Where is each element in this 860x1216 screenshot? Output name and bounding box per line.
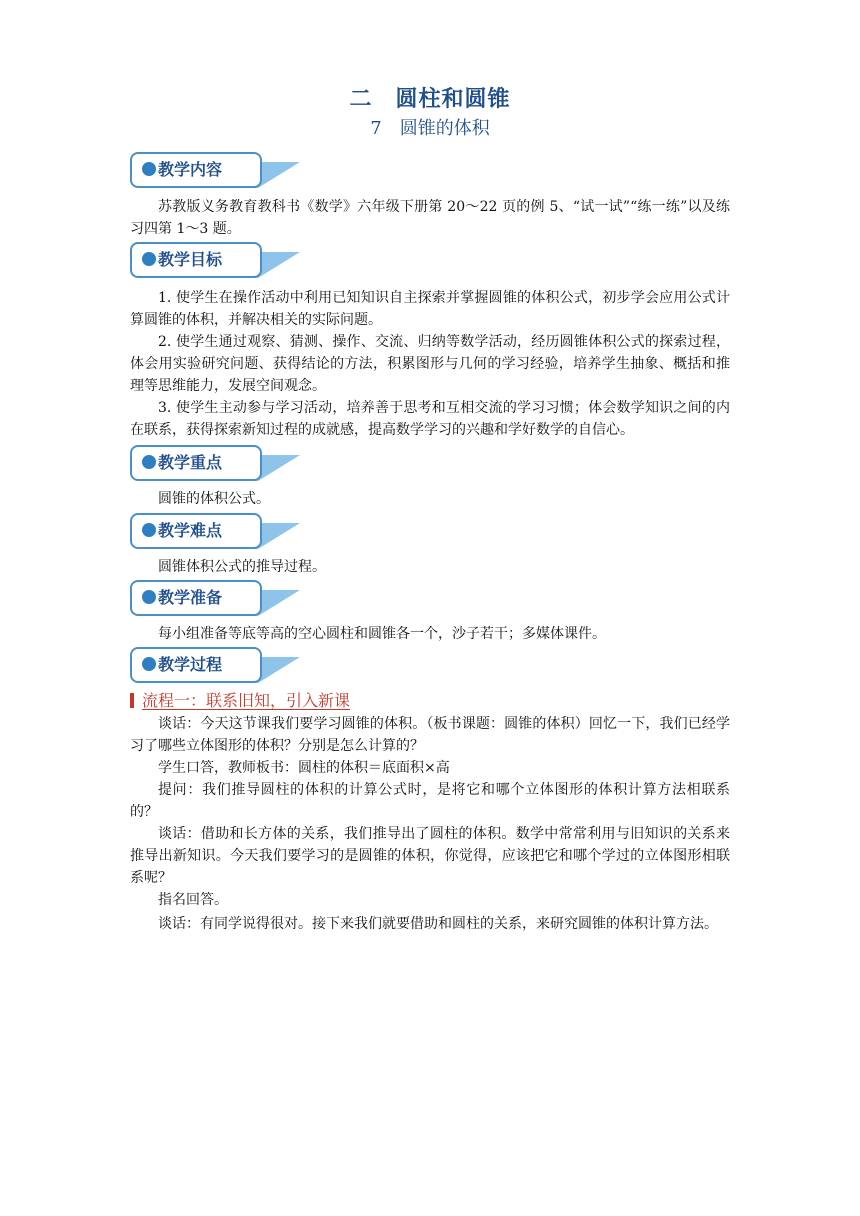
- goal-item-3: 3. 使学生主动参与学习活动，培养善于思考和互相交流的学习习惯；体会数学知识之间的内在联系，获得探索新知过程的成就感，提高数学学习的兴趣和学好数学的自信心。: [130, 400, 730, 438]
- process-paragraph-5: 指名回答。: [158, 892, 228, 908]
- process-paragraph-1: 谈话：今天这节课我们要学习圆锥的体积。（板书课题：圆锥的体积）回忆一下，我们已经学习了哪些立体图形的体积？分别是怎么计算的？: [130, 716, 730, 754]
- process-paragraph-2: 学生口答，教师板书：圆柱的体积＝底面积×高: [158, 760, 450, 776]
- section-label: 教学过程: [158, 655, 223, 674]
- process-paragraph-4: 谈话：借助和长方体的关系，我们推导出了圆柱的体积。数学中常常利用与旧知识的关系来推导出新知识。今天我们要学习的是圆锥的体积，你觉得，应该把它和哪个学过的立体图形相联系呢？: [130, 826, 730, 886]
- section-badge-content: [130, 152, 302, 192]
- section-badge-key-point: [130, 445, 302, 485]
- bullet-dot-icon: [142, 455, 156, 469]
- unit-title: 二 圆柱和圆锥: [349, 87, 511, 112]
- section-badge-process: [130, 647, 302, 687]
- difficulty-text: 圆锥体积公式的推导过程。: [158, 559, 326, 575]
- section-badge-preparation: [130, 580, 302, 620]
- section-badge-difficulty: [130, 513, 302, 553]
- section-label: 教学目标: [158, 250, 223, 269]
- key-point-text: 圆锥的体积公式。: [158, 491, 270, 507]
- flow-heading: [130, 690, 730, 712]
- goal-item-1: 1. 使学生在操作活动中利用已知知识自主探索并掌握圆锥的体积公式，初步学会应用公式计算圆锥的体积，并解决相关的实际问题。: [130, 290, 730, 328]
- bullet-dot-icon: [142, 590, 156, 604]
- bullet-dot-icon: [142, 252, 156, 266]
- content-text: 苏教版义务教育教科书《数学》六年级下册第 20～22 页的例 5、“试一试”“练一练”以及练习四第 1～3 题。: [130, 199, 730, 237]
- section-label: 教学准备: [158, 588, 223, 607]
- bullet-dot-icon: [142, 523, 156, 537]
- goal-item-2: 2. 使学生通过观察、猜测、操作、交流、归纳等数学活动，经历圆锥体积公式的探索过程，体会用实验研究问题、获得结论的方法，积累图形与几何的学习经验，培养学生抽象、概括和推理等思维能力，发展空间观念。: [130, 334, 730, 394]
- bullet-dot-icon: [142, 162, 156, 176]
- process-paragraph-6: 谈话：有同学说得很对。接下来我们就要借助和圆柱的关系，来研究圆锥的体积计算方法。: [158, 916, 718, 932]
- section-label: 教学内容: [158, 160, 223, 179]
- lesson-title: 7 圆锥的体积: [370, 118, 490, 139]
- process-paragraph-3: 提问：我们推导圆柱的体积的计算公式时，是将它和哪个立体图形的体积计算方法相联系的？: [130, 782, 730, 820]
- bullet-dot-icon: [142, 657, 156, 671]
- flow-marker-icon: [130, 693, 134, 708]
- section-badge-goals: [130, 242, 302, 282]
- section-label: 教学难点: [158, 521, 223, 540]
- section-label: 教学重点: [158, 453, 223, 472]
- preparation-text: 每小组准备等底等高的空心圆柱和圆锥各一个，沙子若干；多媒体课件。: [158, 626, 606, 642]
- flow-title: 流程一：联系旧知，引入新课: [142, 691, 351, 710]
